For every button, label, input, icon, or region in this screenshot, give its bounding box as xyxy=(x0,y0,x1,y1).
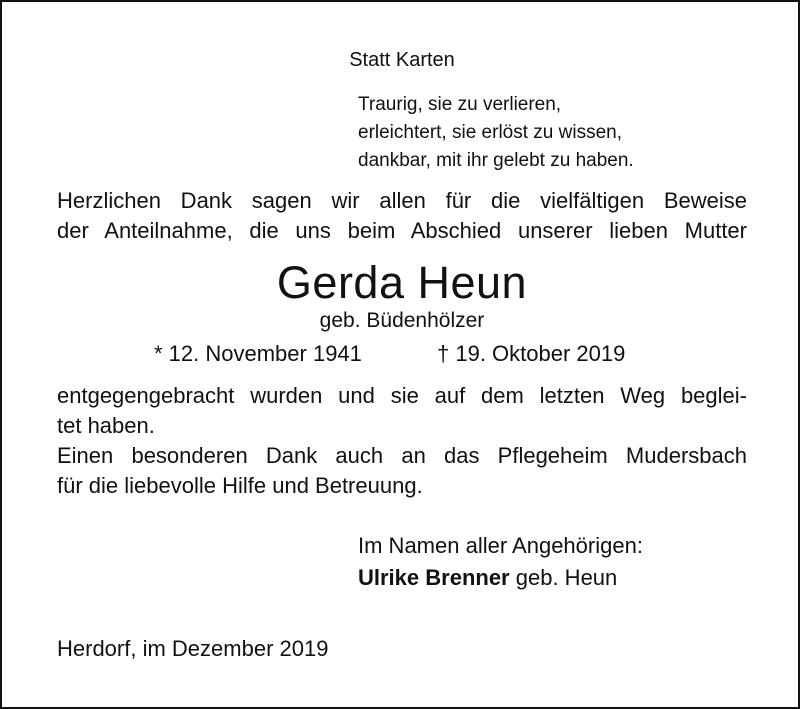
intro-line: der Anteilnahme, die uns beim Abschied unserer lieben Mutter xyxy=(57,218,747,243)
thanks-line: für die liebevolle Hilfe und Betreuung. xyxy=(57,473,423,498)
thanks-line: entgegengebracht wurden und sie auf dem letzten Weg beglei- xyxy=(57,383,747,408)
heading: Statt Karten xyxy=(349,49,455,71)
poem-line: dankbar, mit ihr gelebt zu haben. xyxy=(358,150,634,171)
signature xyxy=(358,567,617,589)
poem-line: Traurig, sie zu verlieren, xyxy=(358,94,562,115)
thanks-line: Einen besonderen Dank auch an das Pflegeheim Mudersbach xyxy=(57,443,747,468)
place-date: Herdorf, im Dezember 2019 xyxy=(57,636,329,661)
birth-date: * 12. November 1941 xyxy=(154,341,362,366)
signature-suffix: geb. Heun xyxy=(515,565,618,590)
maiden-name: geb. Büdenhölzer xyxy=(319,309,485,332)
death-date: † 19. Oktober 2019 xyxy=(437,341,626,366)
signature-intro: Im Namen aller Angehörigen: xyxy=(358,533,643,558)
deceased-name: Gerda Heun xyxy=(276,257,528,308)
thanks-line: tet haben. xyxy=(57,413,155,438)
poem-line: erleichtert, sie erlöst zu wissen, xyxy=(358,122,622,143)
signature-name: Ulrike Brenner xyxy=(358,565,510,590)
intro-line: Herzlichen Dank sagen wir allen für die vielfältigen Beweise xyxy=(57,188,747,213)
